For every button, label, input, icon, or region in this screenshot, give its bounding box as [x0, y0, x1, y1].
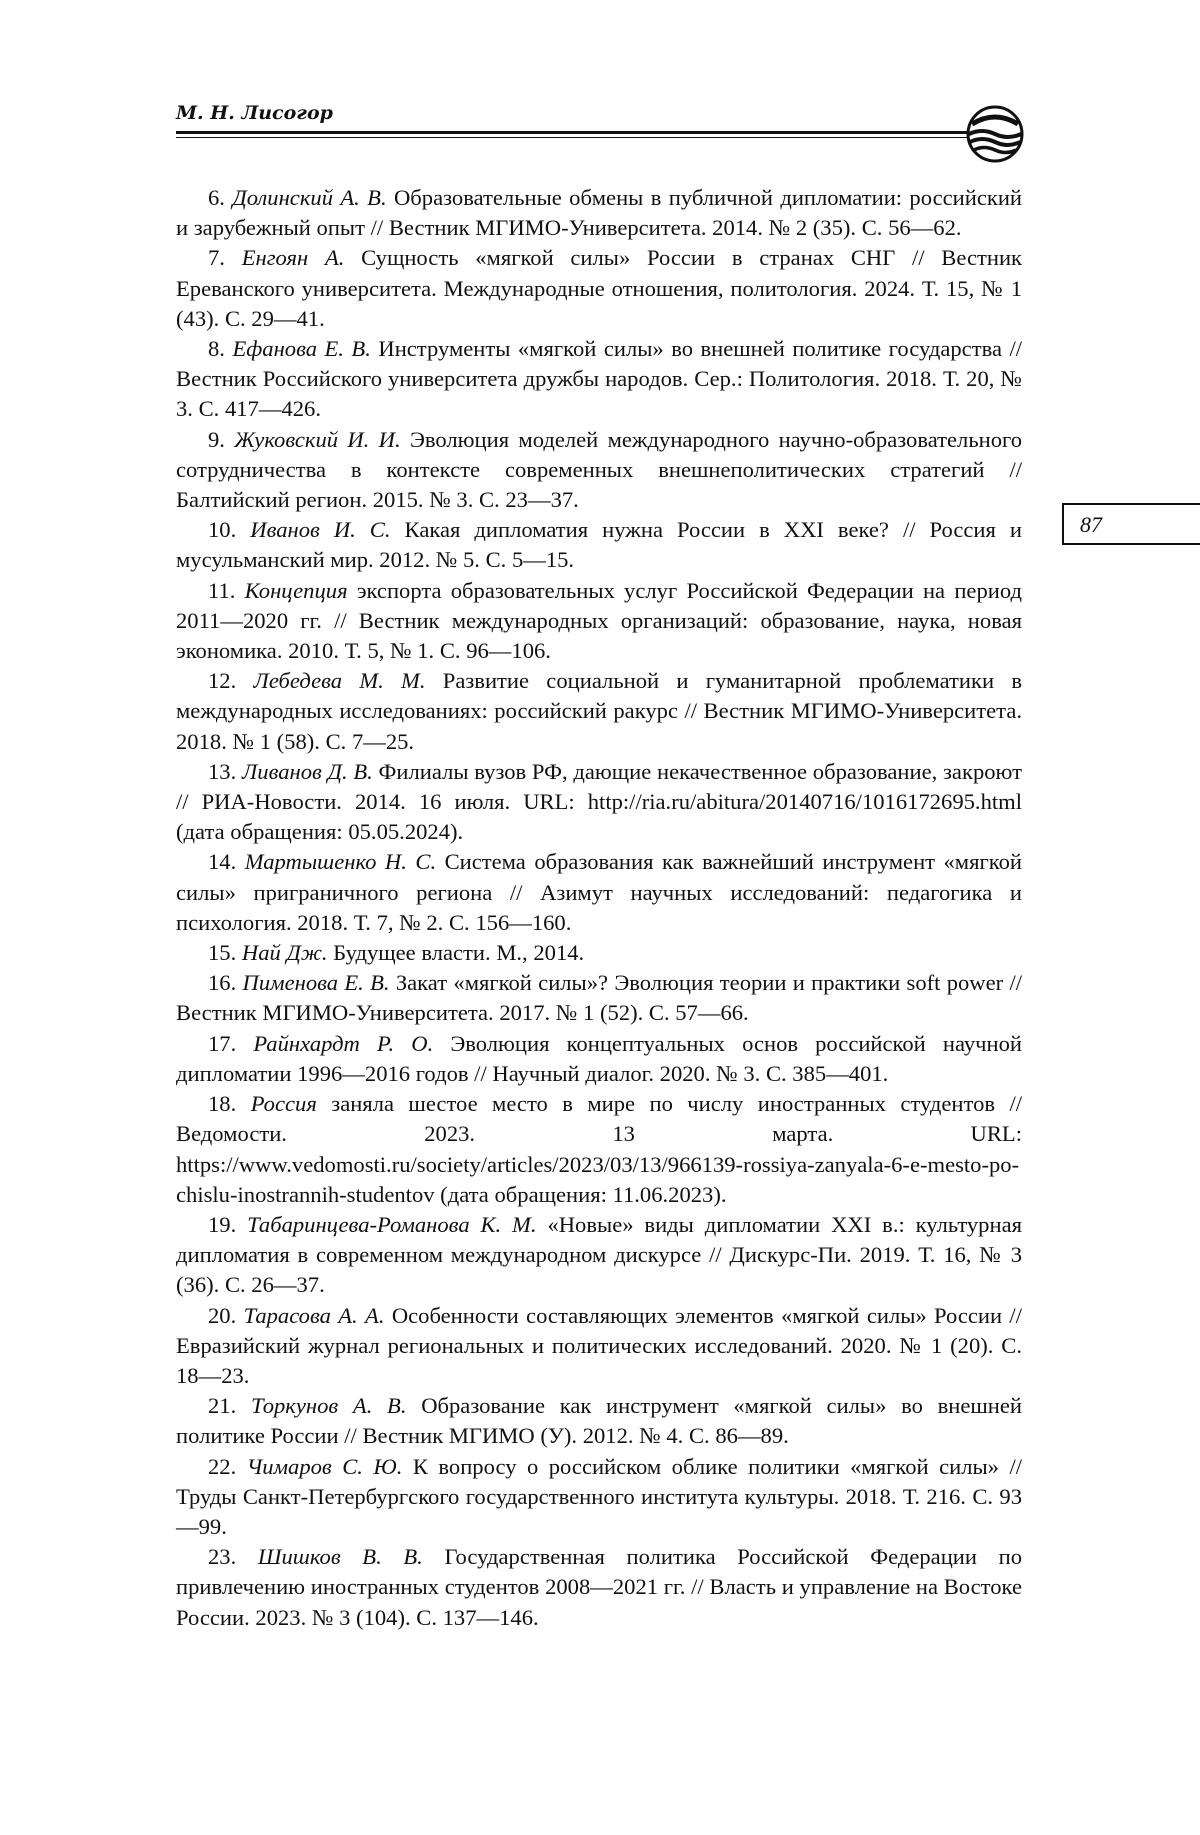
reference-item — [176, 847, 1022, 938]
ref-text: Государственная политика Российской Федерации по привлечению иностранных студентов 2008—2021 гг. // Власть и управление на Востоке России. 2023. № 3 (104). С. 137—146. — [176, 1544, 1023, 1630]
ref-number: 22. — [208, 1453, 237, 1479]
ref-number: 23. — [208, 1544, 237, 1570]
ref-number: 11. — [208, 577, 236, 603]
reference-item — [176, 1210, 1022, 1301]
ref-author: Ливанов Д. В. — [241, 758, 373, 784]
running-header-author: М. Н. Лисогор — [176, 102, 333, 124]
ref-number: 15. — [208, 940, 237, 966]
ref-author: Концепция — [244, 577, 348, 603]
ref-text: экспорта образовательных услуг Российской Федерации на период 2011—2020 гг. // Вестник международных организаций: образование, наука, новая экономика. 2010. Т. 5, № 1. С. 96—106. — [176, 577, 1022, 664]
ref-author: Мартышенко Н. С. — [244, 849, 437, 875]
ref-text: заняла шестое место в мире по числу иностранных студентов // Ведомости. 2023. 13 марта. URL: https://www.vedomosti.ru/society/articles/2023/03/13/966139-rossiya-zanyala-6-e-mesto-po-chislu-inostrannih-studentov (дата обращения: 11.06.2023). — [176, 1091, 1023, 1207]
reference-item — [176, 1542, 1022, 1633]
ref-number: 19. — [208, 1211, 237, 1237]
ref-number: 14. — [208, 849, 237, 875]
ref-author: Россия — [250, 1091, 317, 1117]
ref-number: 8. — [208, 336, 225, 362]
ref-text: Сущность «мягкой силы» России в странах СНГ // Вестник Ереванского университета. Международные отношения, политология. 2024. Т. 15, № 1 (43). С. 29—41. — [176, 245, 1023, 331]
ref-text: Образовательные обмены в публичной дипломатии: российский и зарубежный опыт // Вестник МГИМО-Университета. 2014. № 2 (35). С. 56—62. — [176, 185, 1023, 241]
ref-text: Образование как инструмент «мягкой силы» во внешней политике России // Вестник МГИМО (У). 2012. № 4. С. 86—89. — [176, 1393, 1022, 1449]
ref-number: 20. — [208, 1302, 237, 1328]
reference-item — [176, 1089, 1022, 1210]
ref-number: 9. — [208, 426, 225, 452]
ref-number: 18. — [208, 1091, 237, 1117]
reference-item — [176, 183, 1022, 243]
ref-text: К вопросу о российском облике политики «мягкой силы» // Труды Санкт-Петербургского государственного института культуры. 2018. Т. 216. С. 93—99. — [176, 1453, 1022, 1539]
reference-item — [176, 425, 1022, 516]
reference-list — [176, 183, 1022, 1633]
page-number-box — [1062, 503, 1200, 545]
ref-text: Эволюция моделей международного научно-образовательного сотрудничества в контексте современных внешнеполитических стратегий // Балтийский регион. 2015. № 3. С. 23—37. — [176, 426, 1023, 513]
page-number: 87 — [1080, 512, 1102, 537]
ref-text: «Новые» виды дипломатии XXI в.: культурная дипломатия в современном международном дискурсе // Дискурс-Пи. 2019. Т. 16, № 3 (36). С. 26—37. — [176, 1211, 1022, 1298]
journal-logo-icon — [962, 104, 1028, 164]
ref-text: Будущее власти. М., 2014. — [333, 940, 585, 966]
reference-item — [176, 1029, 1022, 1089]
ref-author: Табаринцева-Романова К. М. — [247, 1211, 537, 1237]
ref-number: 10. — [208, 517, 237, 543]
ref-author: Пименова Е. В. — [242, 970, 390, 996]
ref-author: Жуковский И. И. — [234, 426, 401, 452]
ref-number: 7. — [208, 245, 225, 271]
reference-item — [176, 243, 1022, 334]
ref-number: 13. — [208, 758, 237, 784]
ref-number: 12. — [208, 668, 237, 694]
ref-author: Шишков В. В. — [257, 1544, 423, 1570]
header-rule-thick — [176, 131, 971, 134]
ref-author: Най Дж. — [241, 940, 328, 966]
ref-text: Филиалы вузов РФ, дающие некачественное образование, закроют // РИА-Новости. 2014. 16 июля. URL: http://ria.ru/abitura/20140716/1016172695.html (дата обращения: 05.05.2024). — [176, 758, 1022, 845]
ref-author: Тарасова А. А. — [243, 1302, 385, 1328]
ref-text: Закат «мягкой силы»? Эволюция теории и практики soft power // Вестник МГИМО-Университета. 2017. № 1 (52). С. 57—66. — [176, 970, 1023, 1026]
ref-text: Эволюция концептуальных основ российской научной дипломатии 1996—2016 годов // Научный диалог. 2020. № 3. С. 385—401. — [176, 1030, 1022, 1086]
ref-text: Система образования как важнейший инструмент «мягкой силы» приграничного региона // Азимут научных исследований: педагогика и психология. 2018. Т. 7, № 2. С. 156—160. — [176, 849, 1022, 935]
ref-author: Енгоян А. — [241, 245, 345, 271]
ref-text: Какая дипломатия нужна России в XXI веке? // Россия и мусульманский мир. 2012. № 5. С. 5—15. — [176, 517, 1022, 573]
ref-number: 16. — [208, 970, 237, 996]
reference-item — [176, 576, 1022, 667]
ref-author: Лебедева М. М. — [253, 668, 426, 694]
ref-author: Долинский А. В. — [232, 185, 387, 210]
reference-item — [176, 1452, 1022, 1543]
ref-author: Иванов И. С. — [250, 517, 391, 543]
ref-author: Чимаров С. Ю. — [246, 1453, 403, 1479]
ref-number: 6. — [208, 185, 225, 210]
header-rule-thin — [176, 137, 971, 138]
reference-item — [176, 515, 1022, 575]
reference-item — [176, 334, 1022, 425]
reference-item — [176, 666, 1022, 757]
ref-author: Торкунов А. В. — [250, 1393, 407, 1419]
ref-text: Особенности составляющих элементов «мягкой силы» России // Евразийский журнал региональных и политических исследований. 2020. № 1 (20). С. 18—23. — [176, 1302, 1022, 1388]
ref-number: 21. — [208, 1393, 237, 1419]
reference-item — [176, 1301, 1022, 1392]
ref-number: 17. — [208, 1030, 237, 1056]
reference-item — [176, 757, 1022, 848]
reference-item — [176, 968, 1022, 1028]
ref-author: Ефанова Е. В. — [232, 336, 371, 362]
reference-item — [176, 1391, 1022, 1451]
ref-text: Развитие социальной и гуманитарной проблематики в международных исследованиях: российский ракурс // Вестник МГИМО-Университета. 2018. № 1 (58). С. 7—25. — [176, 668, 1022, 754]
ref-text: Инструменты «мягкой силы» во внешней политике государства // Вестник Российского университета дружбы народов. Сер.: Политология. 2018. Т. 20, № 3. С. 417—426. — [176, 336, 1022, 422]
reference-item — [176, 938, 1022, 968]
ref-author: Райнхардт Р. О. — [253, 1030, 434, 1056]
